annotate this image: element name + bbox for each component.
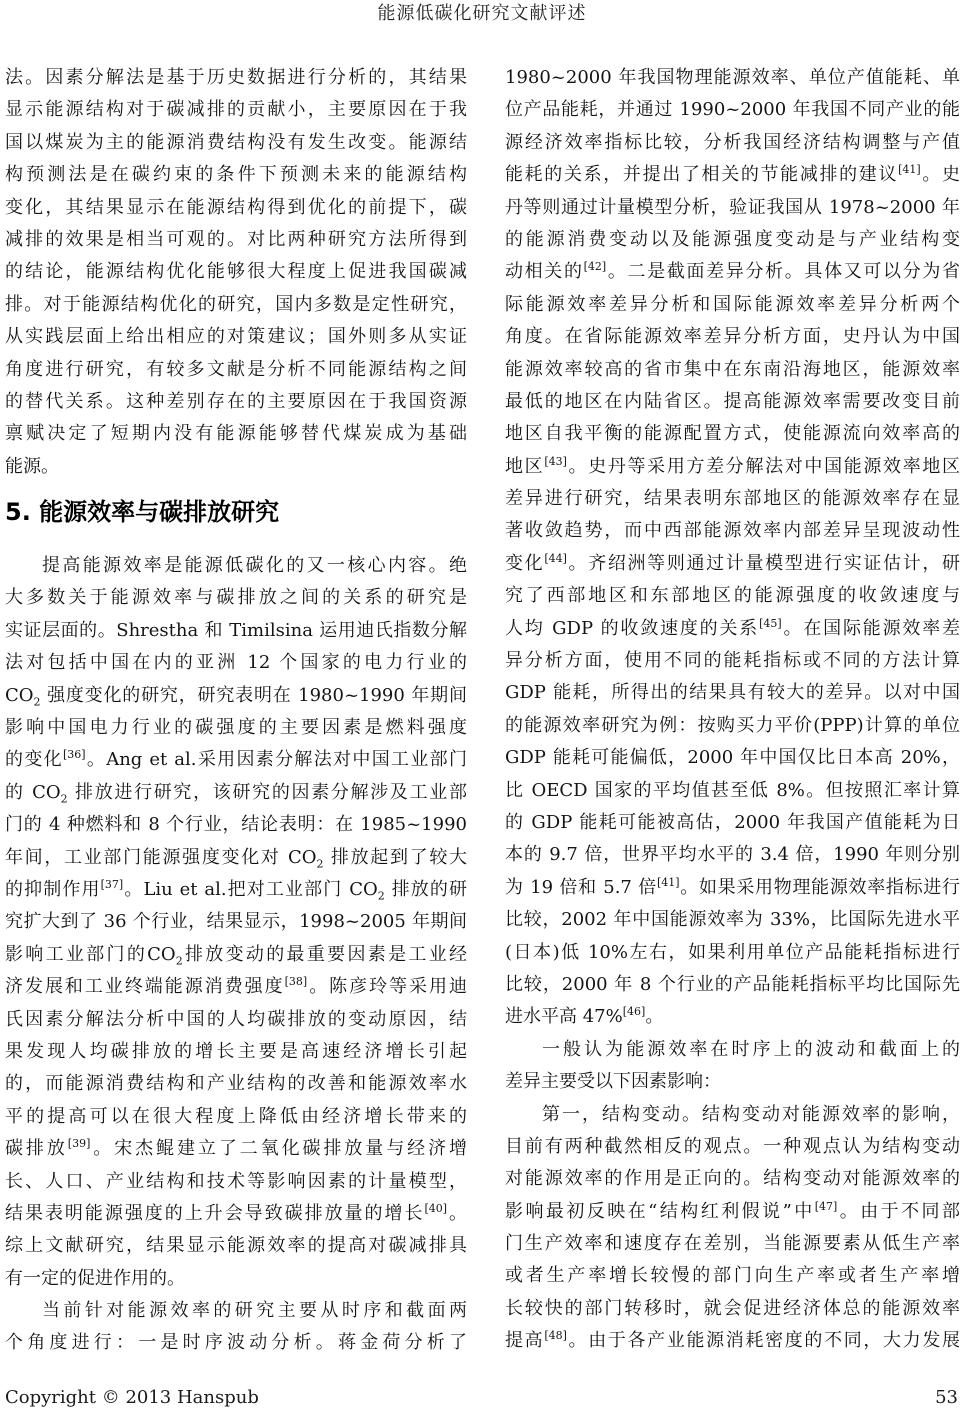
text-line: (日本)低 10%左右，如果利用单位产品能耗指标进行 xyxy=(505,941,960,963)
text-line: 人均 GDP 的收敛速度的关系[45]。在国际能源效率差 xyxy=(505,616,960,639)
footer-page-number: 53 xyxy=(935,1387,958,1408)
text-line: 结果表明能源强度的上升会导致碳排放量的增长[40]。 xyxy=(5,1201,467,1224)
page-footer xyxy=(5,1387,958,1409)
text-line: 变化[44]。齐绍洲等则通过计量模型进行实证估计，研 xyxy=(505,551,960,574)
running-head xyxy=(0,2,964,26)
text-line: 有一定的促进作用的。 xyxy=(5,1267,185,1289)
text-line: $CO_2$ 强度变化的研究，研究表明在 1980~1990 年期间 xyxy=(5,684,467,709)
text-line: 角度。在省际能源效率差异分析方面，史丹认为中国 xyxy=(505,326,960,348)
text-line: 差异主要受以下因素影响： xyxy=(505,1071,721,1093)
text-line: GDP 能耗可能偏低，2000 年中国仅比日本高 20%， xyxy=(505,747,960,769)
text-line: 的抑制作用[37]。Liu et al.把对工业部门 $CO_2$ 排放的研 xyxy=(5,877,467,903)
text-line: 著收敛趋势，而中西部能源效率内部差异呈现波动性 xyxy=(505,520,960,542)
text-line: 碳排放[39]。宋杰鲲建立了二氧化碳排放量与经济增 xyxy=(5,1137,467,1160)
text-line: 能源效率较高的省市集中在东南沿海地区，能源效率 xyxy=(505,358,960,380)
text-line: 构预测法是在碳约束的条件下预测未来的能源结构 xyxy=(5,164,467,186)
text-line: 对能源效率的作用是正向的。结构变动对能源效率的 xyxy=(505,1168,960,1190)
text-line: 年间，工业部门能源强度变化对 $CO_2$ 排放起到了较大 xyxy=(5,846,467,871)
text-line: 第一，结构变动。结构变动对能源效率的影响， xyxy=(542,1103,960,1125)
text-line: 比较，2002 年中国能源效率为 33%，比国际先进水平 xyxy=(505,909,960,931)
text-line: 济发展和工业终端能源消费强度[38]。陈彦玲等采用迪 xyxy=(5,975,467,998)
text-line: 的，而能源消费结构和产业结构的改善和能源效率水 xyxy=(5,1073,467,1095)
text-line: 从实践层面上给出相应的对策建议；国外则多从实证 xyxy=(5,326,467,348)
text-line: 大多数关于能源效率与碳排放之间的关系的研究是 xyxy=(5,587,467,609)
text-line: 综上文献研究，结果显示能源效率的提高对碳减排具 xyxy=(5,1235,467,1257)
text-line: 减排的效果是相当可观的。对比两种研究方法所得到 xyxy=(5,228,467,250)
text-line: 长、人口、产业结构和技术等影响因素的计量模型， xyxy=(5,1170,467,1192)
text-line: 1980~2000 年我国物理能源效率、单位产值能耗、单 xyxy=(505,67,960,88)
article-body xyxy=(5,62,960,1360)
text-line: 能耗的关系，并提出了相关的节能减排的建议[41]。史 xyxy=(505,163,960,186)
text-line: 源经济效率指标比较，分析我国经济结构调整与产值 xyxy=(505,131,960,153)
text-line: 比 OECD 国家的平均值甚至低 8%。但按照汇率计算 xyxy=(505,779,960,801)
text-line: 长较快的部门转移时，就会促进经济体总的能源效率 xyxy=(505,1297,960,1319)
text-line: 角度进行研究，有较多文献是分析不同能源结构之间 xyxy=(5,358,467,380)
text-line: 显示能源结构对于碳减排的贡献小，主要原因在于我 xyxy=(5,99,467,121)
text-line: 际能源效率差异分析和国际能源效率差异分析两个 xyxy=(505,293,960,315)
text-line: 目前有两种截然相反的观点。一种观点认为结构变动 xyxy=(505,1135,960,1157)
text-line: 一般认为能源效率在时序上的波动和截面上的 xyxy=(542,1038,960,1060)
text-line: 的 GDP 能耗可能被高估，2000 年我国产值能耗为日 xyxy=(505,811,960,833)
footer-copyright: Copyright © 2013 Hanspub xyxy=(5,1387,259,1408)
text-line: 究扩大到了 36 个行业，结果显示，1998~2005 年期间 xyxy=(5,911,467,933)
text-line: 地区自我平衡的能源配置方式，使能源流向效率高的 xyxy=(505,423,960,445)
text-line: 氏因素分解法分析中国的人均碳排放的变动原因，结 xyxy=(5,1008,467,1030)
text-line: 果发现人均碳排放的增长主要是高速经济增长引起 xyxy=(5,1040,467,1062)
text-line: 变化，其结果显示在能源结构得到优化的前提下，碳 xyxy=(5,196,467,218)
text-line: 当前针对能源效率的研究主要从时序和截面两 xyxy=(42,1300,467,1322)
text-line: 本的 9.7 倍，世界平均水平的 3.4 倍，1990 年则分别 xyxy=(505,844,960,866)
text-line: 提高[48]。由于各产业能源消耗密度的不同，大力发展 xyxy=(505,1329,960,1352)
text-line: 影响中国电力行业的碳强度的主要因素是燃料强度 xyxy=(5,717,467,739)
text-line: 实证层面的。Shrestha 和 Timilsina 运用迪氏指数分解 xyxy=(5,619,467,641)
text-line: 国以煤炭为主的能源消费结构没有发生改变。能源结 xyxy=(5,131,467,153)
text-line: 丹等则通过计量模型分析，验证我国从 1978~2000 年 xyxy=(505,196,960,218)
text-line: 或者生产率增长较慢的部门向生产率或者生产率增 xyxy=(505,1265,960,1287)
text-line: 的 $CO_2$ 排放进行研究，该研究的因素分解涉及工业部 xyxy=(5,781,467,806)
text-line: 差异进行研究，结果表明东部地区的能源效率存在显 xyxy=(505,488,960,510)
text-line: GDP 能耗，所得出的结果具有较大的差异。以对中国 xyxy=(505,682,960,704)
section-heading: 5. 能源效率与碳排放研究 xyxy=(5,498,280,527)
text-line: 个角度进行：一是时序波动分析。蒋金荷分析了 xyxy=(5,1332,467,1354)
text-line: 地区[43]。史丹等采用方差分解法对中国能源效率地区 xyxy=(505,454,960,477)
text-line: 位产品能耗，并通过 1990~2000 年我国不同产业的能 xyxy=(505,99,960,121)
text-line: 平的提高可以在很大程度上降低由经济增长带来的 xyxy=(5,1105,467,1127)
text-line: 法。因素分解法是基于历史数据进行分析的，其结果 xyxy=(5,67,467,88)
text-line: 排。对于能源结构优化的研究，国内多数是定性研究， xyxy=(5,293,467,315)
text-line: 的能源效率研究为例：按购买力平价(PPP)计算的单位 xyxy=(505,714,960,736)
running-head-title: 能源低碳化研究文献评述 xyxy=(377,3,587,24)
text-line: 的替代关系。这种差别存在的主要原因在于我国资源 xyxy=(5,390,467,412)
text-line: 动相关的[42]。二是截面差异分析。具体又可以分为省 xyxy=(505,260,960,283)
left-column xyxy=(5,62,467,1360)
text-line: 异分析方面，使用不同的能耗指标或不同的方法计算 xyxy=(505,650,960,672)
text-line: 为 19 倍和 5.7 倍[41]。如果采用物理能源效率指标进行 xyxy=(505,875,960,898)
text-line: 禀赋决定了短期内没有能源能够替代煤炭成为基础 xyxy=(5,423,467,445)
text-line: 门生产效率和速度存在差别，当能源要素从低生产率 xyxy=(505,1233,960,1255)
text-line: 比较，2000 年 8 个行业的产品能耗指标平均比国际先 xyxy=(505,973,960,995)
text-line: 最低的地区在内陆省区。提高能源效率需要改变目前 xyxy=(505,390,960,412)
text-line: 影响工业部门的$CO_2$排放变动的最重要因素是工业经 xyxy=(5,943,467,968)
text-line: 法对包括中国在内的亚洲 12 个国家的电力行业的 xyxy=(5,652,467,674)
right-column xyxy=(505,62,960,1360)
text-line: 的能源消费变动以及能源强度变动是与产业结构变 xyxy=(505,228,960,250)
text-line: 影响最初反映在“结构红利假说”中[47]。由于不同部 xyxy=(505,1199,960,1222)
text-line: 能源。 xyxy=(5,455,59,477)
text-line: 的变化[36]。Ang et al.采用因素分解法对中国工业部门 xyxy=(5,748,467,771)
text-line: 进水平高 47%[46]。 xyxy=(505,1005,664,1028)
text-line: 提高能源效率是能源低碳化的又一核心内容。绝 xyxy=(42,555,467,577)
text-line: 的结论，能源结构优化能够很大程度上促进我国碳减 xyxy=(5,261,467,283)
text-line: 门的 4 种燃料和 8 个行业，结论表明：在 1985~1990 xyxy=(5,814,467,836)
text-line: 究了西部地区和东部地区的能源强度的收敛速度与 xyxy=(505,585,960,607)
